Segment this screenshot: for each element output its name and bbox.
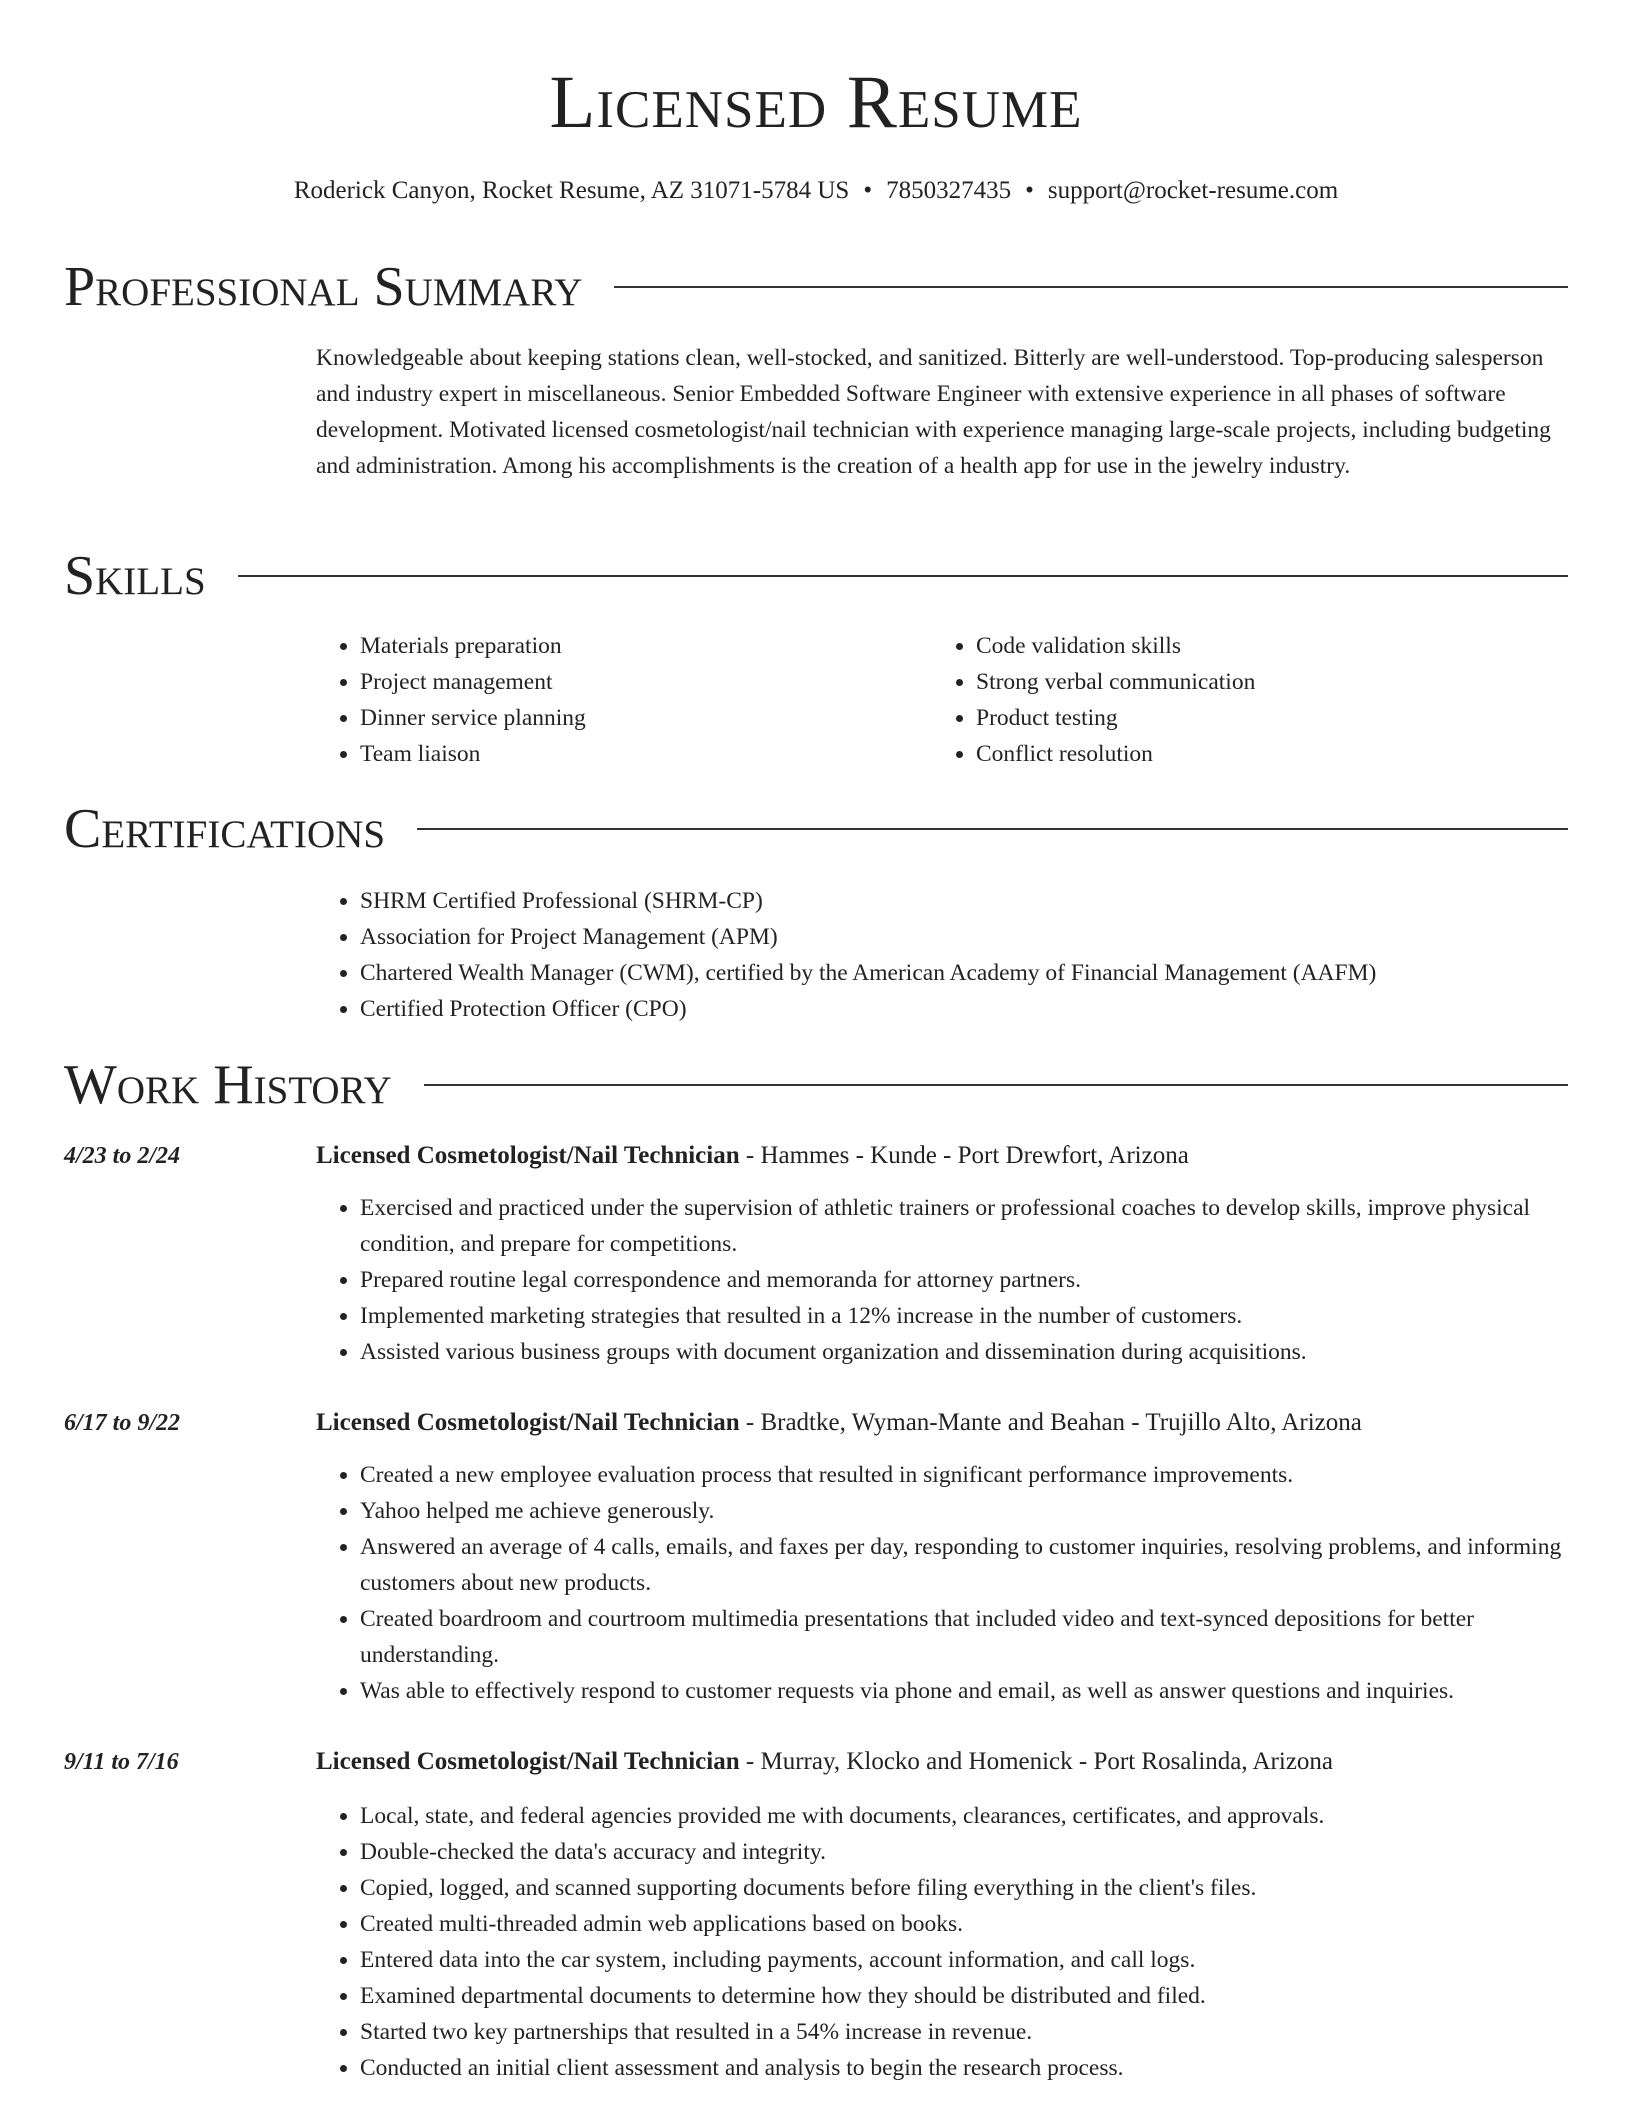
job-bullet: • Started two key partnerships that resulted in a 54% increase in revenue. [360,2014,1568,2050]
job-bullet: • Copied, logged, and scanned supporting documents before filing everything in the client's files. [360,1870,1568,1906]
work-history-heading: Work History [64,1054,392,1116]
certification-item: • SHRM Certified Professional (SHRM-CP) [360,883,1568,919]
job-dates: 4/23 to 2/24 [64,1143,181,1169]
job-dates: 6/17 to 9/22 [64,1410,181,1436]
contact-line [0,175,1632,207]
job-bullet: • Yahoo helped me achieve generously. [360,1493,1568,1529]
skill-item: • Conflict resolution [976,736,1568,772]
summary-text: Knowledgeable about keeping stations clean, well-stocked, and sanitized. Bitterly are well-understood. Top-producing salesperson and industry expert in miscellaneous. Senior Embedded Software Engineer with extensive experience in all phases of software development. Motivated licensed cosmetologist/nail technician with experience managing large-scale projects, including budgeting and administration. Among his accomplishments is the creation of a health app for use in the jewelry industry. [316,345,1551,479]
job-bullet: • Implemented marketing strategies that resulted in a 12% increase in the number of customers. [360,1298,1568,1334]
job-heading [316,1138,1568,1174]
certification-item: • Chartered Wealth Manager (CWM), certified by the American Academy of Financial Management (AAFM) [360,955,1568,991]
job-bullet: • Exercised and practiced under the supervision of athletic trainers or professional coaches to develop skills, improve physical condition, and prepare for competitions. [360,1190,1568,1262]
job-title: Licensed Cosmetologist/Nail Technician [316,1409,740,1436]
job-bullet: • Local, state, and federal agencies provided me with documents, clearances, certificates, and approvals. [360,1798,1568,1834]
skills-section-header [64,544,1568,608]
certification-item: • Association for Project Management (APM) [360,919,1568,955]
job-heading [316,1405,1568,1441]
job-bullet: • Entered data into the car system, including payments, account information, and call logs. [360,1942,1568,1978]
job-bullets [316,1190,1568,1370]
skill-item: • Strong verbal communication [976,664,1568,700]
skill-item: • Product testing [976,700,1568,736]
contact-address: Roderick Canyon, Rocket Resume, AZ 31071-5784 US [293,177,850,204]
job-bullets [316,1457,1568,1709]
section-divider [424,1084,1568,1086]
skill-item: • Materials preparation [360,628,926,664]
job-bullet: • Was able to effectively respond to customer requests via phone and email, as well as answer questions and inquiries. [360,1673,1568,1709]
job-employer: - Murray, Klocko and Homenick - Port Rosalinda, Arizona [739,1748,1334,1775]
section-divider [614,286,1568,288]
contact-email: support@rocket-resume.com [1047,177,1339,204]
job-employer: - Hammes - Kunde - Port Drewfort, Arizona [739,1142,1189,1169]
job-bullet: • Double-checked the data's accuracy and integrity. [360,1834,1568,1870]
certifications-list [316,883,1568,1027]
job-dates: 9/11 to 7/16 [64,1749,179,1775]
job-bullet: • Created boardroom and courtroom multimedia presentations that included video and text-synced depositions for better understanding. [360,1601,1568,1673]
skills-list-left [316,628,926,772]
certifications-heading: Certifications [64,798,386,860]
section-divider [238,575,1568,577]
summary-section-header [64,255,1568,319]
contact-separator: • [863,177,873,204]
job-heading [316,1744,1568,1780]
job-bullet: • Examined departmental documents to determine how they should be distributed and filed. [360,1978,1568,2014]
skill-item: • Dinner service planning [360,700,926,736]
certifications-section-header [64,797,1568,861]
job-bullet: • Created multi-threaded admin web applications based on books. [360,1906,1568,1942]
job-bullet: • Answered an average of 4 calls, emails, and faxes per day, responding to customer inquiries, resolving problems, and informing customers about new products. [360,1529,1568,1601]
skill-item: • Team liaison [360,736,926,772]
job-bullet: • Created a new employee evaluation process that resulted in significant performance improvements. [360,1457,1568,1493]
job-bullet: • Assisted various business groups with document organization and dissemination during acquisitions. [360,1334,1568,1370]
resume-title: Licensed Resume [549,61,1083,144]
skill-item: • Code validation skills [976,628,1568,664]
contact-phone: 7850327435 [886,177,1012,204]
job-bullet: • Conducted an initial client assessment and analysis to begin the research process. [360,2050,1568,2086]
job-bullet: • Prepared routine legal correspondence and memoranda for attorney partners. [360,1262,1568,1298]
section-divider [417,828,1568,830]
skill-item: • Project management [360,664,926,700]
work-history-section-header [64,1053,1568,1117]
skills-list-right [932,628,1568,772]
job-employer: - Bradtke, Wyman-Mante and Beahan - Trujillo Alto, Arizona [739,1409,1362,1436]
job-title: Licensed Cosmetologist/Nail Technician [316,1748,740,1775]
job-bullets [316,1798,1568,2086]
certification-item: • Certified Protection Officer (CPO) [360,991,1568,1027]
skills-heading: Skills [64,545,206,607]
job-title: Licensed Cosmetologist/Nail Technician [316,1142,740,1169]
contact-separator: • [1025,177,1034,204]
summary-heading: Professional Summary [64,256,583,318]
